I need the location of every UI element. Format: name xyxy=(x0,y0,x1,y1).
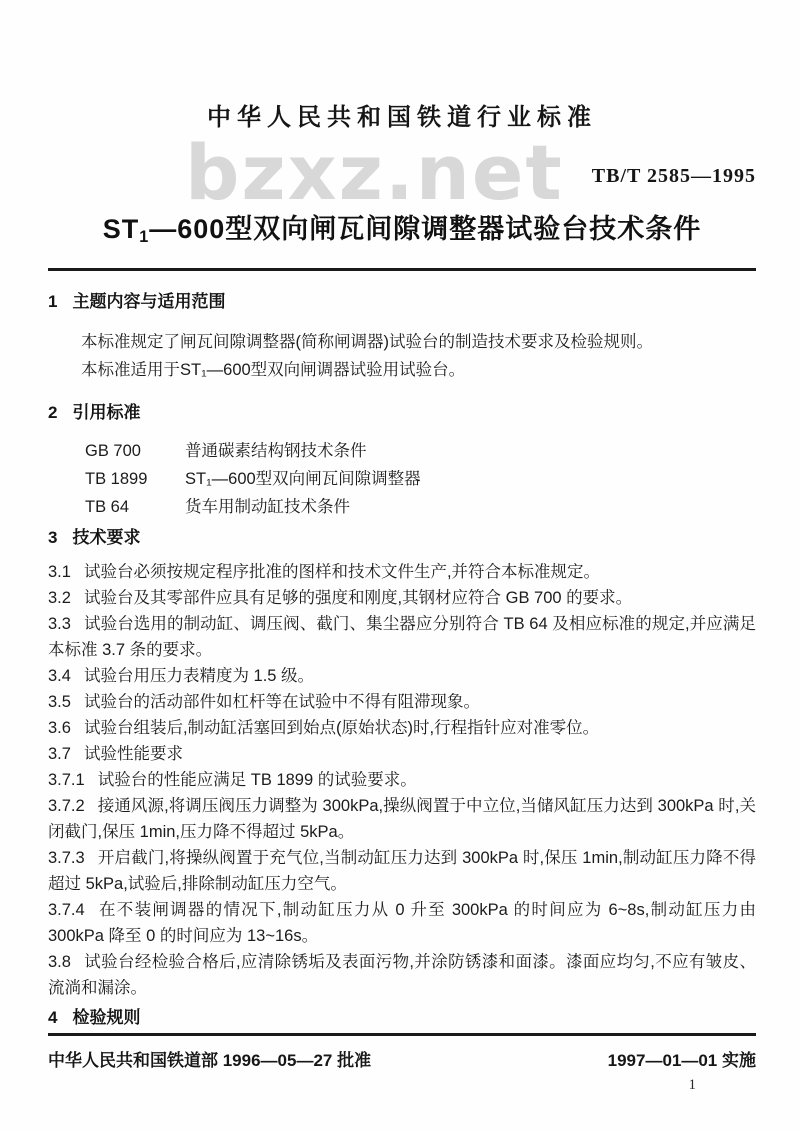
clause-text: 试验台的活动部件如杠杆等在试验中不得有阻滞现象。 xyxy=(83,693,480,712)
standard-category-header: 中华人民共和国铁道行业标准 xyxy=(207,104,597,131)
clause-3-8 xyxy=(48,949,756,1001)
clause-number: 3.3 xyxy=(48,615,71,634)
clause-number: 3.4 xyxy=(48,667,71,686)
section-3-title: 技术要求 xyxy=(72,528,141,548)
clause-number: 3.6 xyxy=(48,719,71,738)
paragraph: 本标准规定了闸瓦间隙调整器(简称闸调器)试验台的制造技术要求及检验规则。 xyxy=(81,333,653,352)
clause-text: 试验台经检验合格后,应清除锈垢及表面污物,并涂防锈漆和面漆。漆面应均匀,不应有皱皮、流淌和漏涂。 xyxy=(48,953,756,998)
implementation-statement: 1997—01—01 实施 xyxy=(607,1051,756,1070)
page-content xyxy=(0,102,800,1029)
clause-3-2 xyxy=(48,585,756,611)
clause-text: 试验台用压力表精度为 1.5 级。 xyxy=(83,667,315,686)
title-subscript: 1 xyxy=(139,228,150,247)
section-2-title: 引用标准 xyxy=(72,403,141,423)
reference-title: 普通碳素结构钢技术条件 xyxy=(185,442,367,461)
section-1-title: 主题内容与适用范围 xyxy=(72,292,226,312)
footer-divider-rule xyxy=(48,1033,756,1036)
title-divider-rule xyxy=(48,268,756,271)
clause-3-7 xyxy=(48,741,756,767)
clause-text: 试验台的性能应满足 TB 1899 的试验要求。 xyxy=(97,771,417,790)
reference-item xyxy=(48,437,756,465)
clause-text: 试验台必须按规定程序批准的图样和技术文件生产,并符合本标准规定。 xyxy=(83,563,601,582)
page-number: 1 xyxy=(688,1077,696,1093)
section-1-heading xyxy=(48,291,756,313)
clause-number: 3.2 xyxy=(48,589,71,608)
section-1-body xyxy=(48,329,756,384)
clause-3-7-2 xyxy=(48,793,756,845)
document-title xyxy=(48,211,756,255)
reference-code: TB 1899 xyxy=(85,470,148,489)
paragraph: 本标准适用于ST₁—600型双向闸调器试验用试验台。 xyxy=(81,360,466,379)
clause-3-7-3 xyxy=(48,845,756,897)
section-4-heading xyxy=(48,1007,756,1029)
clause-number: 3.7.1 xyxy=(48,771,85,790)
clause-3-6 xyxy=(48,715,756,741)
clause-text: 试验台选用的制动缸、调压阀、截门、集尘器应分别符合 TB 64 及相应标准的规定,并应满足本标准 3.7 条的要求。 xyxy=(48,615,756,660)
clause-text: 试验性能要求 xyxy=(83,745,183,764)
approval-statement: 中华人民共和国铁道部 1996—05—27 批准 xyxy=(48,1051,372,1070)
clause-number: 3.8 xyxy=(48,953,71,972)
title-rest: —600型双向闸瓦间隙调整器试验台技术条件 xyxy=(149,214,702,244)
footer xyxy=(48,1049,756,1073)
clause-number: 3.7.2 xyxy=(48,797,85,816)
clause-3-7-1 xyxy=(48,767,756,793)
clause-3-3 xyxy=(48,611,756,663)
standard-number: TB/T 2585—1995 xyxy=(591,165,756,187)
clause-number: 3.7.3 xyxy=(48,849,85,868)
clause-number: 3.7 xyxy=(48,745,71,764)
clause-3-5 xyxy=(48,689,756,715)
reference-title: 货车用制动缸技术条件 xyxy=(185,498,350,517)
section-2-heading xyxy=(48,402,756,424)
section-3-heading xyxy=(48,527,756,549)
reference-item xyxy=(48,465,756,493)
clause-text: 试验台组装后,制动缸活塞回到始点(原始状态)时,行程指针应对准零位。 xyxy=(83,719,600,738)
clause-text: 接通风源,将调压阀压力调整为 300kPa,操纵阀置于中立位,当储风缸压力达到 300kPa 时,关闭截门,保压 1min,压力降不得超过 5kPa。 xyxy=(48,797,756,842)
clause-number: 3.5 xyxy=(48,693,71,712)
clause-3-7-4 xyxy=(48,897,756,949)
section-2-number: 2 xyxy=(48,403,58,423)
clause-text: 开启截门,将操纵阀置于充气位,当制动缸压力达到 300kPa 时,保压 1min,制动缸压力降不得超过 5kPa,试验后,排除制动缸压力空气。 xyxy=(48,849,756,894)
clause-3-4 xyxy=(48,663,756,689)
clause-number: 3.1 xyxy=(48,563,71,582)
reference-title: ST₁—600型双向闸瓦间隙调整器 xyxy=(185,470,421,489)
references-list xyxy=(48,437,756,521)
section-4-title: 检验规则 xyxy=(72,1008,141,1028)
section-3-number: 3 xyxy=(48,528,58,548)
title-prefix: ST xyxy=(102,214,140,244)
reference-item xyxy=(48,493,756,521)
clauses-list xyxy=(48,559,756,1001)
reference-code: TB 64 xyxy=(85,498,130,517)
watermark-text: bzxz.net xyxy=(185,128,564,217)
reference-code: GB 700 xyxy=(85,442,141,461)
clause-number: 3.7.4 xyxy=(48,901,85,920)
section-4-number: 4 xyxy=(48,1008,58,1028)
section-1-number: 1 xyxy=(48,292,58,312)
clause-text: 在不装闸调器的情况下,制动缸压力从 0 升至 300kPa 的时间应为 6~8s,制动缸压力由 300kPa 降至 0 的时间应为 13~16s。 xyxy=(48,901,756,946)
clause-text: 试验台及其零部件应具有足够的强度和刚度,其钢材应符合 GB 700 的要求。 xyxy=(83,589,633,608)
clause-3-1 xyxy=(48,559,756,585)
